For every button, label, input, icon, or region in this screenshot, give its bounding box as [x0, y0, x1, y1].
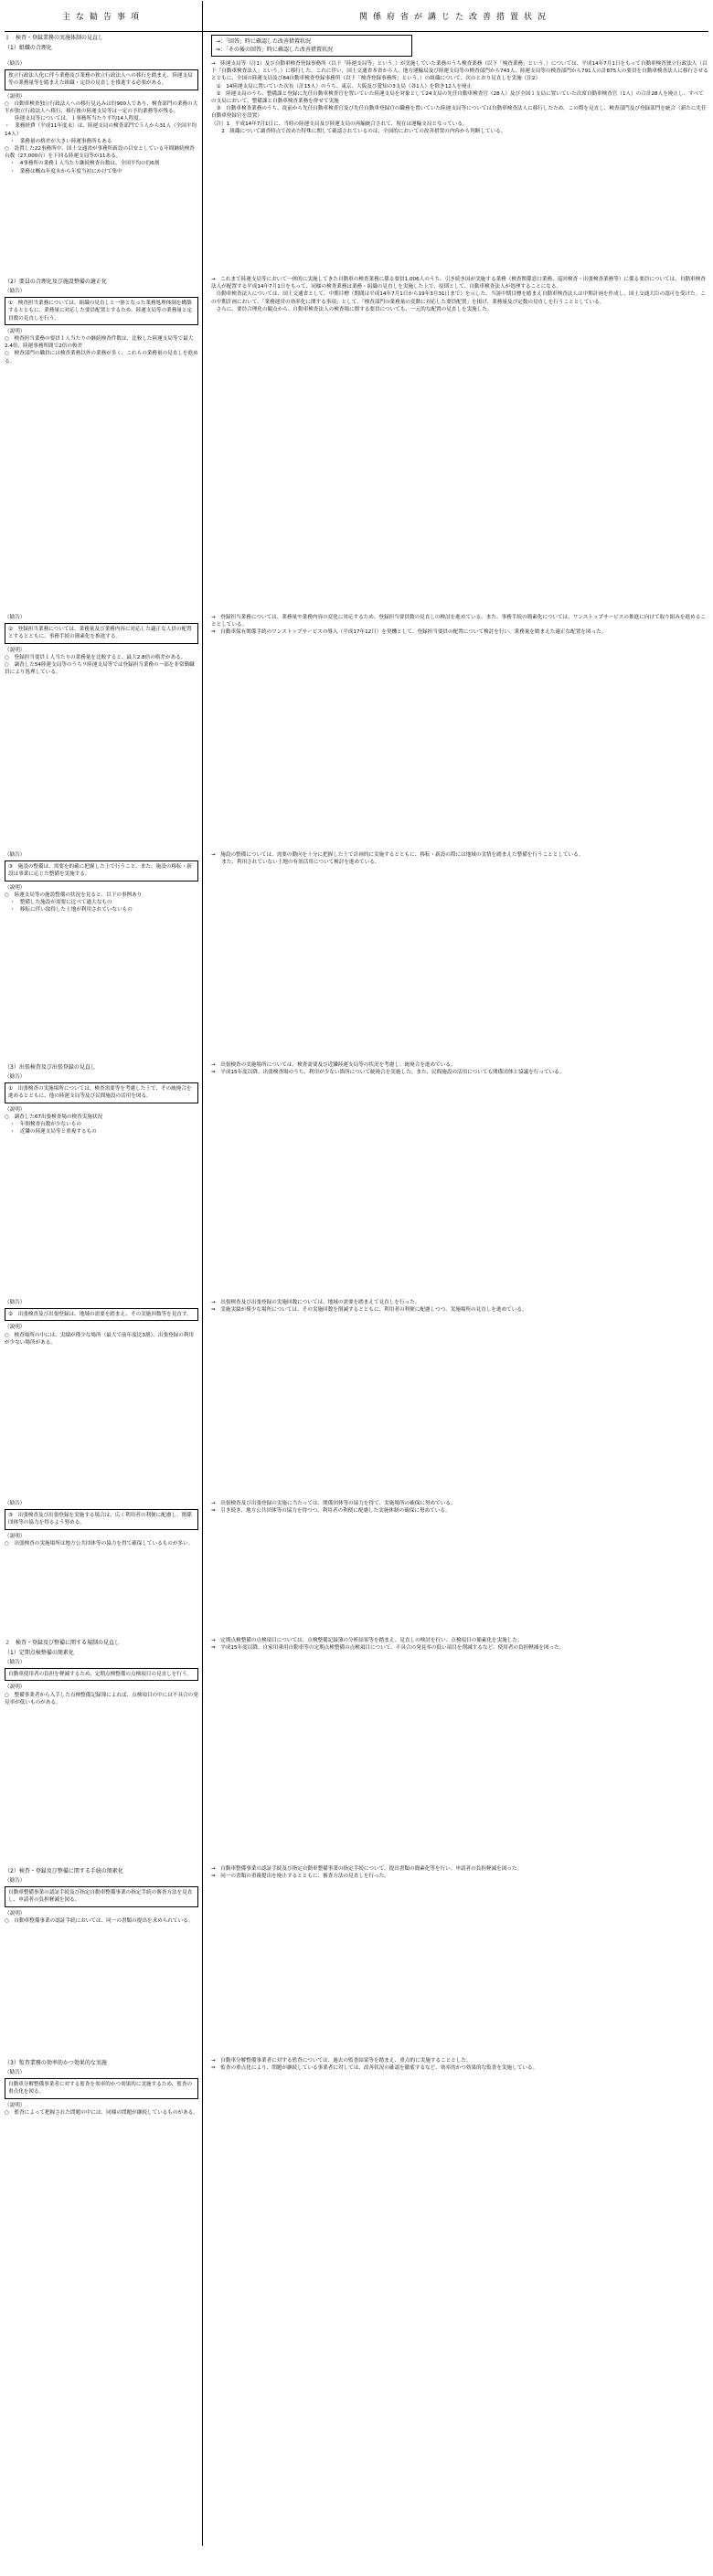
- row-g: [5, 1500, 708, 1637]
- measure-text: → 自動車整備事業の認証手続及び指定自動車整備事業の指定手続について、提出書類の簡素化等を行い、申請者の負担軽減を図った。 ⇒ 同一の書類の重複提出を廃止するとともに、審査方法の見直しを行った。: [211, 1866, 523, 1880]
- recommendation-box: [5, 860, 198, 881]
- recommendation-text: 自動車整備事業の認証手続及び指定自動車整備事業の指定手続の審査方法を見直し、申請者の負担軽減を図る。: [8, 1890, 193, 1904]
- measure-text: → これまで陸運支局等において一体的に実施してきた自動車の検査業務に係る要員1,006人のうち、引き続き国が実施する業務（検査関係窓口業務、巡回検査・出張検査業務等）に係る要員については、自動車検査法人が配置する平成14年7月1日をもって、同様の検査業務は業務・組織の見直しを実施した上で、原則として、自動車検査法人が処理することになる。 自動車検査法人については、国土交通省として、中期目標（期間は平成14年7月1日から19年3月31日まで）を示した。当該中期目標を踏まえ自動車検査法人は中期計画を作成し、国土交通大臣の認可を受けた。この中期計画において、「業務運営の効率化に関する事項」として、「検査部門の業務量の変動に対応した要員配置」を掲げ、業務量及び定数の見直しを行うこととしている。 さらに、要員合理化の観点から、自動車検査法人の検査場に関する要員についても、一元的な配置の見直しを実施した。: [211, 277, 706, 312]
- kankoku-label: （勧告）: [5, 615, 26, 620]
- explanation-text: ○ 検査担当業務の要員１人当たりの継続検査件数は、比較した陸運支局等で最大2.4倍、陸運事務所間で2倍の較差 ○ 検査部門の職員には検査業務以外の業務が多く、これらの業務量の見直しを進める。: [5, 336, 198, 364]
- explanation-text: ○ 出張検査の実施場所は地方公共団体等の協力を得て確保しているものが多い。: [5, 1540, 194, 1547]
- header-right: 関係府省が講じた改善措置状況: [358, 12, 551, 22]
- setsumei-label: （説明）: [5, 1106, 26, 1113]
- setsumei-label: （説明）: [5, 1325, 26, 1331]
- measure-text: → 登録担当業務については、業務量や業務内容の変化に対応するため、登録担当要員数の見直しの検討を進めている。また、事務手続の簡素化については、ワンストップサービスの推進に向けて取り組みを進めることとしている。 ⇒ 自動車保有関係手続のワンストップサービスの導入（平成17年12月）を契機として、登録担当要員の配置について検討を行い、業務量を踏まえた適正な配置を図った。: [211, 615, 706, 636]
- table-header: [5, 0, 708, 32]
- row-h: [5, 1637, 708, 1865]
- recommendation-text: ① 検査担当業務については、組織の見直しと一体となった業務処理体制を構築するとともに、業務量に対応した要員配置とするため、陸運支局等の業務量と定員数の見直しを行う。: [8, 301, 193, 322]
- recommendation-box: [5, 297, 198, 325]
- recommendation-text: 独立行政法人化に伴う業務及び業務の独立行政法人への移行を踏まえ、陸運支局等の業務量等を踏まえた組織・定員の見直しを推進する必要がある。: [8, 73, 193, 87]
- measure-text: → 出張検査の実施場所については、検査需要及び近隣陸運支局等の状況を考慮し、統廃合を進めている。 ⇒ 平成15年度以降、出張検査場のうち、利用が少ない箇所について統廃合を実施した。また、民間施設の活用についても関係団体と協議を行っている。: [211, 1062, 565, 1076]
- section-title: （2）検査・登録及び整備に関する手続の簡素化: [5, 1868, 123, 1874]
- recommendation-text: 自動車分解整備事業者に対する監査を効率的かつ効果的に実施するため、監査の重点化を図る。: [8, 2082, 193, 2096]
- explanation-text: ○ 整備事業者から入手した点検整備記録簿によれば、点検項目の中には不具合の発見率が低いものがある。: [5, 1692, 198, 1705]
- explanation-text: ○ 陸運支局等の施設整備の状況を見ると、以下の事例あり ・ 整備した施設が需要に比べて過大なもの ・ 移転に伴い取得した土地が利用されていないもの: [5, 892, 143, 913]
- section-title: （3）出張検査及び出張登録の見直し: [5, 1064, 96, 1071]
- legend-line-2: ⇒：「その後の回答」時に確認した改善措置状況: [216, 47, 334, 53]
- explanation-text: ○ 自動車整備事業の認証手続においては、同一の書類の提出を求められている。: [5, 1917, 194, 1924]
- row-e: [5, 1061, 708, 1299]
- recommendation-text: 自動車使用者の負担を軽減するため、定期点検整備の点検項目の見直しを行う。: [8, 1672, 193, 1678]
- setsumei-label: （説明）: [5, 1533, 26, 1539]
- kankoku-label: （勧告）: [5, 1501, 26, 1506]
- recommendation-box: [5, 1308, 198, 1321]
- measure-text: → 定期点検整備の点検項目については、点検整備記録簿の分析結果等を踏まえ、見直しの検討を行い、点検項目の簡素化を実施した。 ⇒ 平成15年度以降、自家用乗用自動車等の定期点検整備の点検項目について、不具合の発見率の低い項目を削減するなど、使用者の負担軽減を図った。: [211, 1638, 565, 1652]
- kankoku-label: （勧告）: [5, 1300, 26, 1305]
- recommendation-text: ③ 施設の整備は、需要を的確に把握した上で行うこと、また、施設の移転・新設は事業に応じた整備を実施する。: [8, 864, 192, 878]
- kankoku-label: （勧告）: [5, 1660, 26, 1665]
- measure-text: → 陸運支局等（注1）及び自動車検査登録事務所（以下「陸運支局等」という。）が実施していた業務のうち検査業務（以下「検査業務」という。）については、平成14年7月1日をもって自動車検査独立行政法人（以下「自動車検査法人」という。）に移行した。これに伴い、国土交通省本省から人、地方運輸局及び陸運支局等の検査部門から743人、陸運支局等の検査部門から791人の計875人の要員を自動車検査法人に移行させるとともに、全国の陸運支局及び84自動車検査登録事務所（以下「検査登録事務所」という。）の組織について、次のとおり見直しを実施（注2） ① 14陸運支局に置いていた次長（計15人）のうち、東京、大阪及び愛知の3支局（各1人）を除き12人を廃止 ② 陸運支局のうち、整備課と登録に先任自動車検査官を置いていた陸運支局を対象として24支局の先任自動車検査官（28人）及び全国１支局に置いていた次席自動車検査官（1人）の合計28人を廃止し、すべての支局において、整備課と自動車検査業務を併せて実施 ③ 自動車検査業務のうち、従前から先任自動車検査官及び先任自動車登録官の職務を置いていた陸運支局等については自動車検査法人に移行したため、この際を見直し、検査部門及び登録部門を統合（新たに先任自動車登録官を設置） （注）1 平成14年7月1日に、当時の陸運支局及び陸運支局の再編統合されて、現在は運輸支局となっている。 2 組織について調査時点で改めた特殊に関して確認されているのは、全国的においての改善措置の内容から判断している。: [211, 61, 708, 134]
- recommendation-box: [5, 2078, 198, 2098]
- explanation-text: ○ 監査によって把握された問題の中には、同様の問題が継続しているものがある。: [5, 2109, 198, 2116]
- explanation-text: ○ 登録担当要員１人当たりの業務量を比較すると、最大2.8倍の格差がある。 ○ 調査した54陸運支局等のうち９陸運支局等では登録担当業務の一部を非常勤職員により処理している。: [5, 654, 195, 676]
- setsumei-label: （説明）: [5, 647, 26, 653]
- recommendation-text: ② 登録担当業務については、業務量及び業務内容に対応した適正な人員の配置とするとともに、事務手続の簡素化を推進する。: [8, 627, 192, 640]
- explanation-text: ○ 検査場所の中には、実績が僅少な場所（最大で前年度比3割）、出張登録の利用が少ない場所がある。: [5, 1332, 195, 1346]
- recommendation-box: [5, 69, 198, 90]
- recommendation-box: [5, 1082, 198, 1103]
- recommendation-text: ① 出張検査の実施場所については、検査需要等を考慮した上で、その統廃合を進めるとともに、他の陸運支局等及び民間施設の活用を図る。: [8, 1086, 192, 1100]
- legend-box: [211, 35, 412, 57]
- measure-text: → 出張検査及び出張登録の実施に当たっては、関係団体等の協力を得て、実施場所の確保に努めている。 ⇒ 引き続き、地方公共団体等の協力を得つつ、利用者の利便に配慮した実施体制の確保に努めている。: [211, 1501, 456, 1515]
- section-title: （1）定期点検整備の簡素化: [5, 1650, 74, 1656]
- recommendation-box: [5, 1509, 198, 1529]
- section-title: （2）要員の合理化及び施設整備の適正化: [5, 279, 107, 285]
- setsumei-label: （説明）: [5, 328, 26, 334]
- measure-text: → 出張検査及び出張登録の実施回数については、地域の需要を踏まえて見直しを行った。 ⇒ 実施実績が僅少な場所については、その実施回数を削減するとともに、利用者の利便に配慮しつつ、実施場所の見直しを進めている。: [211, 1300, 527, 1314]
- row-i: [5, 1865, 708, 2057]
- row-legend: [5, 32, 708, 60]
- kankoku-label: （勧告）: [5, 2070, 26, 2075]
- setsumei-label: （説明）: [5, 1684, 26, 1691]
- recommendation-text: ② 出張検査及び出張登録は、地域の需要を踏まえ、その実施回数等を見直す。: [8, 1312, 192, 1318]
- setsumei-label: （説明）: [5, 884, 26, 891]
- recommendation-box: [5, 623, 198, 643]
- kankoku-label: （勧告）: [5, 852, 26, 858]
- measure-text: → 施設の整備については、需要の動向を十分に把握した上で計画的に実施するとともに、移転・新設の際には地域の実情を踏まえた整備を行うこととしている。 また、利用されていない土地の有効活用について検討を進めている。: [211, 852, 584, 866]
- row-a: [5, 60, 708, 276]
- recommendation-box: [5, 1668, 198, 1681]
- setsumei-label: （説明）: [5, 93, 26, 100]
- recommendation-box: [5, 1886, 198, 1906]
- legend-line-1: →：「回答」時に確認した改善措置状況: [216, 38, 312, 45]
- kankoku-label: （勧告）: [5, 61, 26, 67]
- row-c: [5, 614, 708, 851]
- recommendation-text: ③ 出張検査及び出張登録を実施する場合は、広く利用者の利便に配慮し、関係団体等の協力を得るよう努める。: [8, 1513, 192, 1526]
- setsumei-label: （説明）: [5, 2102, 26, 2108]
- kankoku-label: （勧告）: [5, 1074, 26, 1080]
- explanation-text: ○ 自動車検査独立行政法人への移行見込みは約900人であり、検査部門の業務の大半が独立行政法人へ移行、移行後の陸運支局等は一定の予約業務等が残る。 陸運支局等については、１事務所当たり平均14人程度。 ・ 業務経費（平成11年度末）は、陸運支局の検査部門で５人から31人（全国平均14人） ・ 業務量の格差が大きい陸運事務所もある ○ 設置した22事務所中、国土交通省が事務所新設の目安としている年間継続検査台数（27,000台）を下回る陸運支局等が11ある。 ・ 4事務所の業務１人当たり継続検査台数は、全国平均の約6割 ・ 業務は概ね年度末から年度当初にかけて集中: [5, 100, 198, 174]
- row-f: [5, 1299, 708, 1500]
- kankoku-label: （勧告）: [5, 289, 26, 294]
- document-page: [5, 0, 708, 2240]
- sub1-title: （1）組織の合理化: [5, 45, 52, 51]
- row-j: [5, 2057, 708, 2240]
- section-title: （3）監査業務の効率的かつ効果的な実施: [5, 2060, 107, 2066]
- row-b: [5, 276, 708, 614]
- setsumei-label: （説明）: [5, 1910, 26, 1916]
- measure-text: → 自動車分解整備事業者に対する監査については、過去の監査結果等を踏まえ、重点的に実施することとした。 ⇒ 監査の重点化により、問題が継続している事業者に対しては、改善状況の確認を徹底するなど、効率的かつ効果的な監査を実施している。: [211, 2058, 538, 2072]
- part1-title: １ 検査・登録業務の実施体制の見直し: [5, 35, 104, 41]
- part2-title: ２ 検査・登録及び整備に関する規制の見直し: [5, 1640, 121, 1646]
- kankoku-label: （勧告）: [5, 1878, 26, 1884]
- column-divider: [202, 1, 203, 2546]
- table-body: [5, 32, 708, 2240]
- explanation-text: ○ 調査した67出張検査場の検査実施状況 ・ 年間検査台数が少ないもの ・ 近隣の陸運支局等と重複するもの: [5, 1114, 103, 1135]
- row-d: [5, 851, 708, 1061]
- header-left: 主な勧告事項: [61, 12, 144, 22]
